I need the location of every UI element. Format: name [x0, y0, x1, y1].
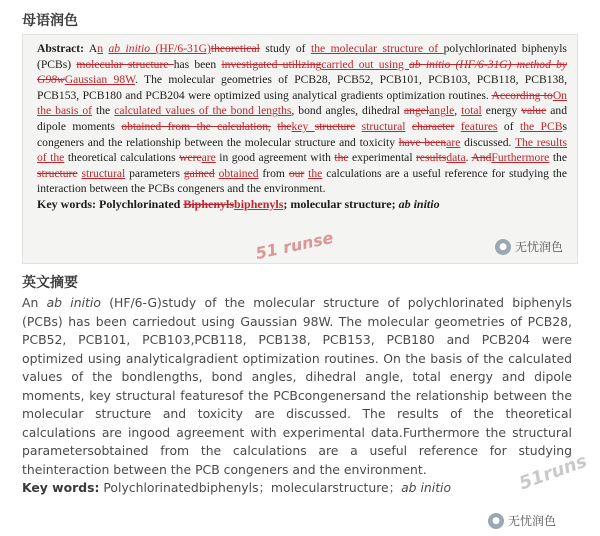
- deletion: have been: [398, 135, 447, 149]
- abstract-label: Abstract:: [37, 42, 85, 55]
- native-editing-heading: 母语润色: [22, 13, 78, 29]
- chat-bubble-icon: ●: [488, 513, 504, 529]
- deletion: character: [411, 119, 455, 133]
- english-keywords: Key words: Polychlorinatedbiphenyls；molecularstructure；ab initio: [22, 480, 452, 495]
- insertion: are: [446, 135, 461, 149]
- keywords-label: Key words:: [37, 196, 96, 211]
- deletion: molecular structure: [76, 57, 174, 71]
- deletion: our: [288, 166, 305, 180]
- brand-badge: ● 无忧润色: [495, 238, 563, 255]
- english-abstract: [22, 294, 572, 498]
- insertion: structural: [81, 166, 126, 180]
- insertion: the molecular structure of: [311, 42, 444, 55]
- chat-bubble-icon: ●: [495, 239, 511, 255]
- deletion: angel: [404, 104, 430, 118]
- insertion: (HF/6-31G): [150, 42, 211, 55]
- deletion: the: [277, 119, 292, 133]
- insertion: are: [201, 151, 216, 165]
- english-abstract-text: An ab initio (HF/6-G)study of the molecular structure of polychlorinated biphenyls (PCBs) has been carriedout using Gaussian 98W. The molecular geometries of PCB28, PCB52, PCB101, PCB103,PCB118, PCB138, PCB153, PCB180 and PCB204 were optimized using analyticalgradient optimization routines. On the basis of the calculated values of the bondlengths, bond angles, dihedral angle, total energy and dipole moments, key structural featuresof the PCBcongenersand the relationship between the molecular structure and toxicity are discussed. The results of the theoretical calculations are ingood agreement with experimental data.Furthermore the structural parametersobtained from the calculations are a useful reference for studying theinteraction between the PCB congeners and the environment.: [22, 295, 572, 477]
- insertion: the: [308, 166, 323, 180]
- insertion: Gaussian 98W: [64, 73, 135, 87]
- insertion: structural: [361, 119, 406, 133]
- deletion: structure: [314, 119, 356, 133]
- insertion: carried out using: [321, 57, 410, 71]
- deletion: According to: [491, 88, 553, 102]
- deletion: Biphenyls: [183, 196, 235, 211]
- deletion: investigated utilizing: [221, 57, 322, 71]
- deletion: obtained from the calculation,: [121, 119, 271, 133]
- insertion: calculated values of the bond lengths: [114, 104, 292, 118]
- insertion: key: [291, 119, 315, 133]
- insertion: ab initio: [108, 42, 151, 55]
- watermark-logo: 51runs: [516, 450, 590, 495]
- keywords-label: Key words:: [22, 480, 100, 495]
- insertion: total: [461, 104, 482, 118]
- insertion: On the basis of: [37, 88, 567, 118]
- deletion: value: [521, 104, 547, 118]
- deletion: results: [416, 151, 447, 165]
- deletion: ab initio (HF/6-31G) method by G98w: [37, 57, 568, 87]
- english-abstract-heading: 英文摘要: [22, 275, 78, 291]
- deletion: the: [334, 151, 349, 165]
- edited-abstract-text: Abstract: An ab initio (HF/6-31G)theoretical study of the molecular structure of polychlorinated biphenyls (PCBs) molecular structure has been investigated utilizingcarried out using ab initio (HF/6-31G) method by G98wGaussian 98W. The molecular geometries of PCB28, PCB52, PCB101, PCB103, PCB118, PCB138, PCB153, PCB180 and PCB204 were optimized using analytical gradients optimization routines. According toOn the basis of the calculated values of the bond lengths, bond angles, dihedral angelangle, total energy value and dipole moments obtained from the calculation, thekey structure structural character features of the PCBs congeners and the relationship between the molecular structure and toxicity have beenare discussed. The results of the theoretical calculations wereare in good agreement with the experimental resultsdata. AndFurthermore the structure structural parameters gained obtained from our the calculations are a useful reference for studying the interaction between the PCBs congeners and the environment.: [37, 42, 568, 196]
- insertion: Furthermore: [491, 151, 550, 165]
- edited-abstract-scan: [22, 34, 578, 264]
- insertion: n: [97, 42, 104, 55]
- insertion: The results of the: [37, 135, 567, 165]
- watermark-logo: 51 runse: [253, 228, 336, 263]
- edited-keywords: Key words: Polychlorinated Biphenylsbiphenyls; molecular structure; ab initio: [37, 196, 440, 211]
- insertion: obtained: [218, 166, 259, 180]
- insertion: features: [460, 119, 498, 133]
- insertion: data: [446, 151, 466, 165]
- brand-badge: ● 无忧润色: [488, 512, 556, 529]
- deletion: were: [179, 151, 202, 165]
- deletion: theoretical: [210, 42, 260, 55]
- deletion: gained: [183, 166, 215, 180]
- deletion: And: [471, 151, 492, 165]
- insertion: the PCB: [519, 119, 563, 133]
- deletion: structure: [37, 166, 78, 180]
- insertion: angle: [429, 104, 455, 118]
- insertion: biphenyls: [234, 196, 284, 211]
